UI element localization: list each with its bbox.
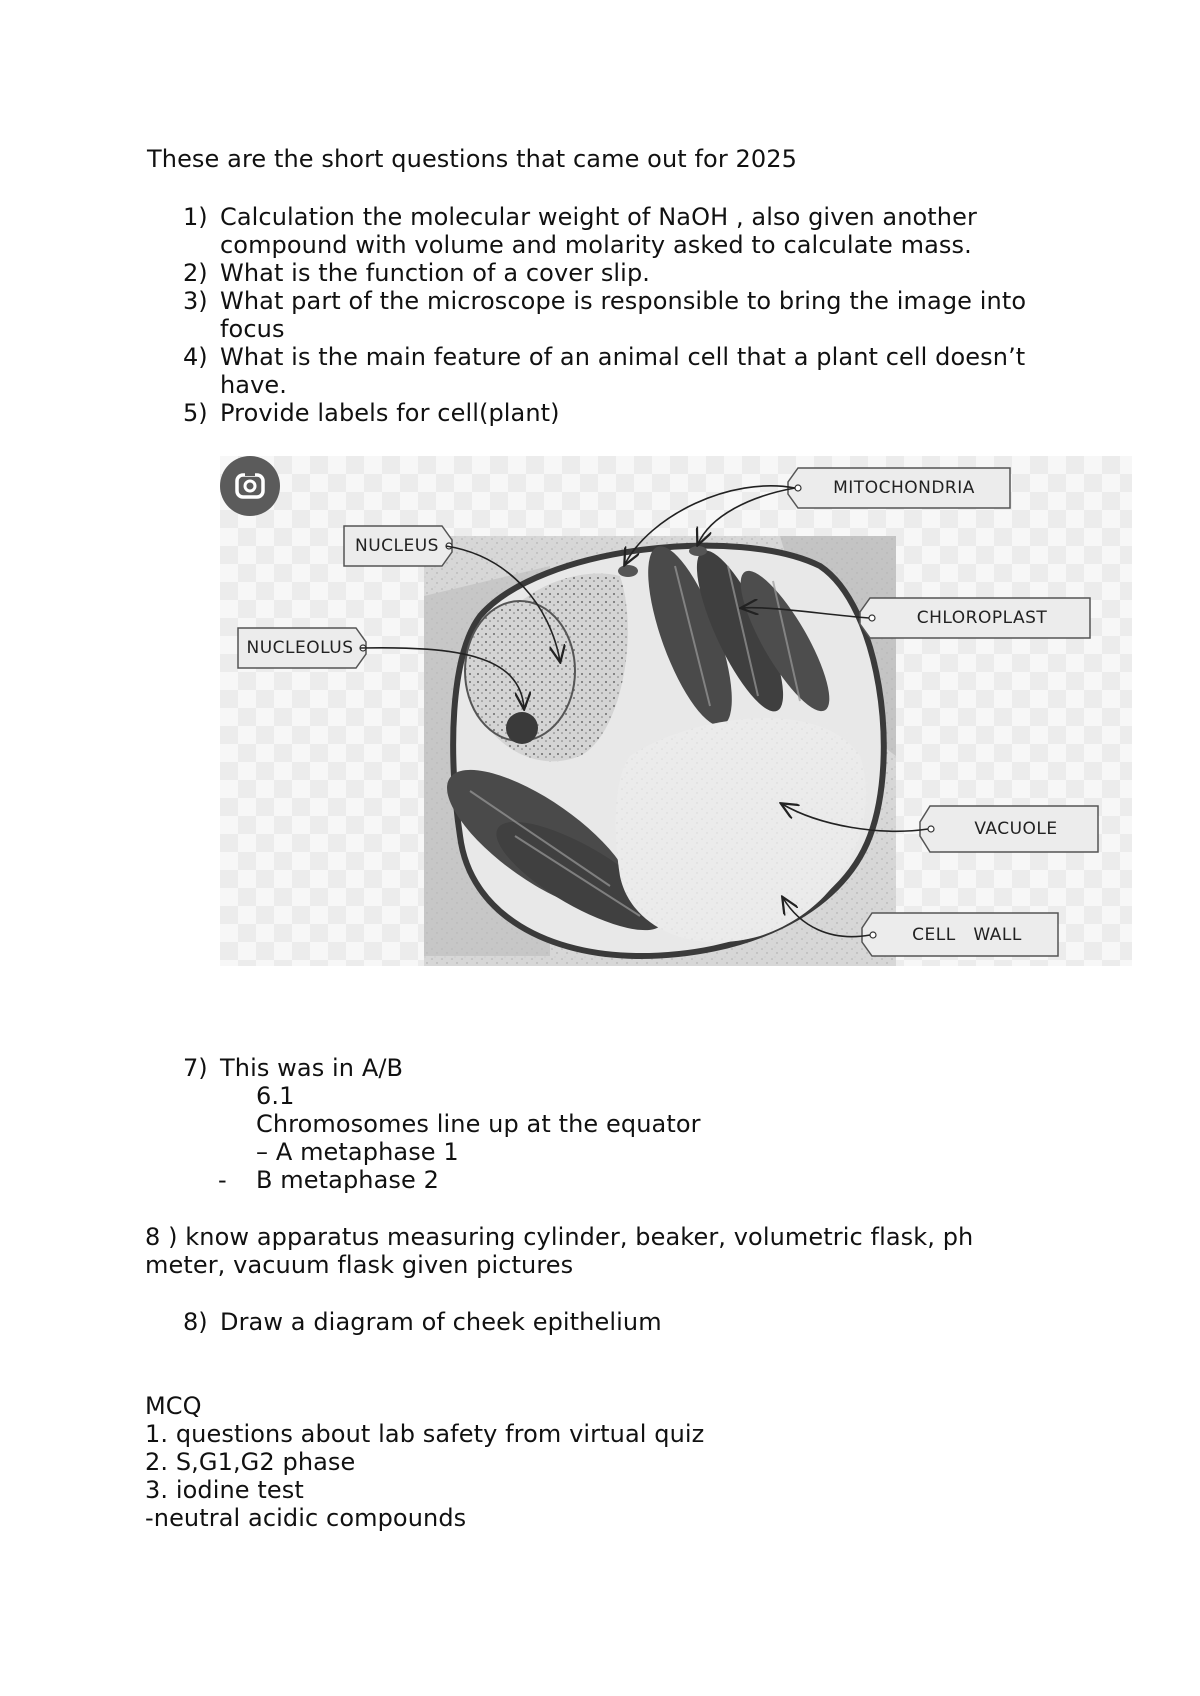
bullet-dash: - bbox=[218, 1166, 227, 1194]
google-lens-icon[interactable] bbox=[220, 456, 280, 516]
question-8a-line-1: 8 ) know apparatus measuring cylinder, beaker, volumetric flask, ph bbox=[145, 1223, 974, 1251]
question-5-line-1: Provide labels for cell(plant) bbox=[220, 399, 560, 427]
question-7-sub-3: – A metaphase 1 bbox=[256, 1138, 459, 1166]
question-7-text: This was in A/B bbox=[220, 1054, 404, 1082]
micrograph-photo bbox=[424, 536, 896, 966]
question-number: 1) bbox=[183, 203, 208, 231]
label-vacuole: VACUOLE bbox=[974, 819, 1058, 839]
question-3-line-1: What part of the microscope is responsible to bring the image into bbox=[220, 287, 1027, 315]
question-7-sub-1: 6.1 bbox=[256, 1082, 295, 1110]
label-chloroplast: CHLOROPLAST bbox=[916, 608, 1048, 628]
question-2-line-1: What is the function of a cover slip. bbox=[220, 259, 651, 287]
mcq-heading: MCQ bbox=[145, 1392, 202, 1420]
intro-text: These are the short questions that came out for 2025 bbox=[147, 145, 798, 173]
question-4-line-1: What is the main feature of an animal cell that a plant cell doesn’t bbox=[220, 343, 1026, 371]
question-number: 4) bbox=[183, 343, 208, 371]
question-1-line-2: compound with volume and molarity asked to calculate mass. bbox=[220, 231, 972, 259]
mcq-item: 2. S,G1,G2 phase bbox=[145, 1448, 356, 1476]
question-number: 5) bbox=[183, 399, 208, 427]
question-7-sub-4: B metaphase 2 bbox=[256, 1166, 439, 1194]
question-3-line-2: focus bbox=[220, 315, 285, 343]
question-number: 7) bbox=[183, 1054, 208, 1082]
mcq-item: -neutral acidic compounds bbox=[145, 1504, 467, 1532]
question-number: 3) bbox=[183, 287, 208, 315]
mcq-item: 3. iodine test bbox=[145, 1476, 304, 1504]
question-1-line-1: Calculation the molecular weight of NaOH , also given another bbox=[220, 203, 977, 231]
question-7-sub-2: Chromosomes line up at the equator bbox=[256, 1110, 701, 1138]
question-number: 8) bbox=[183, 1308, 208, 1336]
question-8b-text: Draw a diagram of cheek epithelium bbox=[220, 1308, 662, 1336]
plant-cell-figure bbox=[220, 456, 1132, 966]
label-mitochondria: MITOCHONDRIA bbox=[833, 478, 975, 498]
question-number: 2) bbox=[183, 259, 208, 287]
question-4-line-2: have. bbox=[220, 371, 288, 399]
question-8a-line-2: meter, vacuum flask given pictures bbox=[145, 1251, 574, 1279]
label-nucleus: NUCLEUS bbox=[355, 536, 439, 556]
mcq-item: 1. questions about lab safety from virtual quiz bbox=[145, 1420, 705, 1448]
label-nucleolus: NUCLEOLUS bbox=[246, 638, 354, 658]
label-cell-wall: CELL WALL bbox=[912, 924, 1022, 945]
